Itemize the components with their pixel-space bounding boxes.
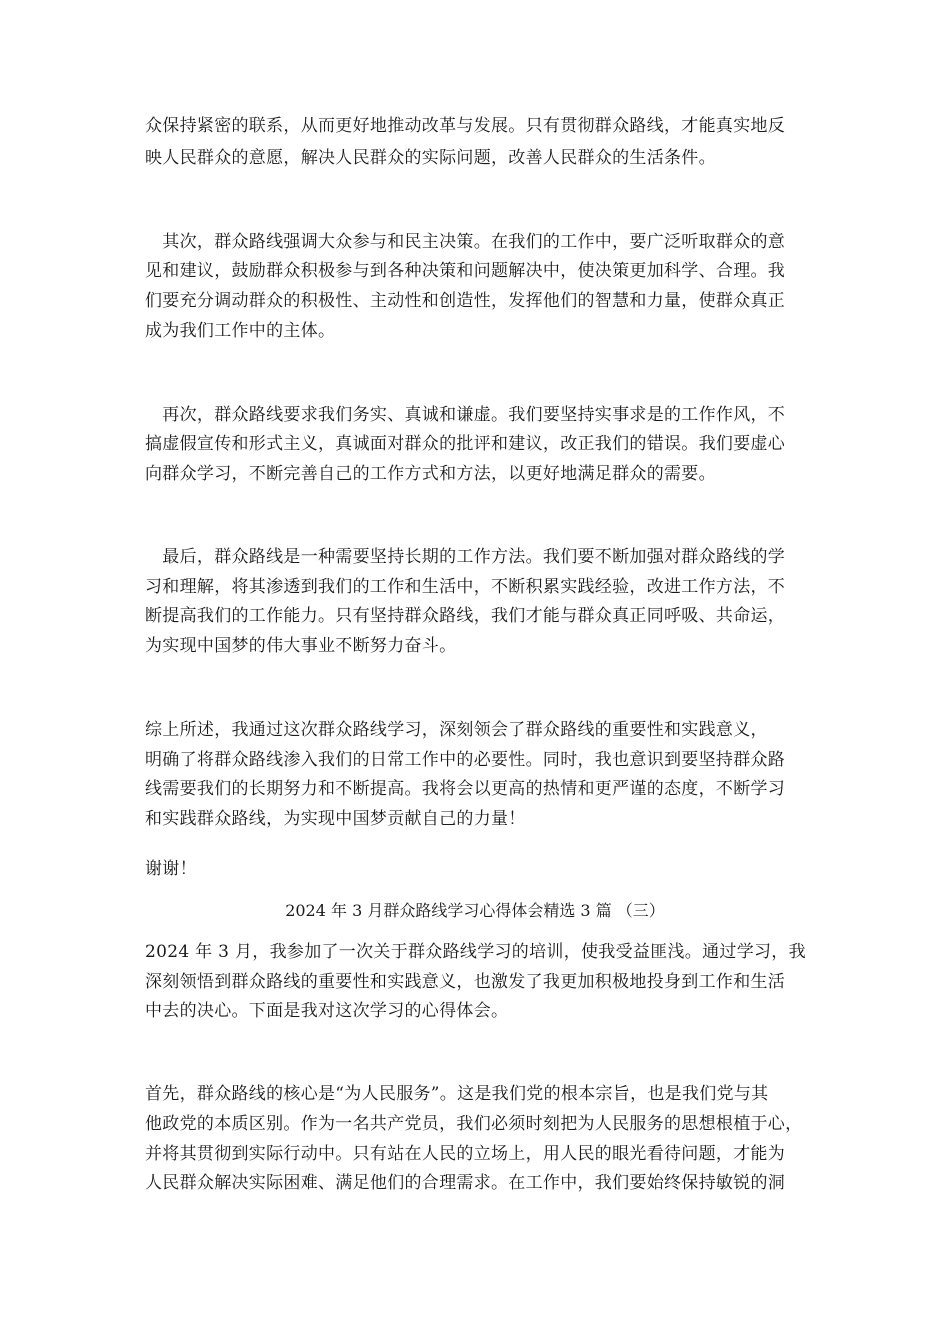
text-line: 2024 年 3 月，我参加了一次关于群众路线学习的培训，使我受益匪浅。通过学习，我: [145, 942, 806, 962]
text-line: 为实现中国梦的伟大事业不断努力奋斗。: [145, 636, 457, 656]
text-line: 中去的决心。下面是我对这次学习的心得体会。: [145, 1001, 509, 1021]
text-line: 成为我们工作中的主体。: [145, 321, 336, 341]
text-line: 众保持紧密的联系，从而更好地推动改革与发展。只有贯彻群众路线，才能真实地反: [145, 116, 786, 136]
section-title: 2024 年 3 月群众路线学习心得体会精选 3 篇 （三）: [285, 901, 665, 920]
text-line: 综上所述，我通过这次群众路线学习，深刻领会了群众路线的重要性和实践意义，: [145, 720, 768, 740]
text-line: 搞虚假宣传和形式主义，真诚面对群众的批评和建议，改正我们的错误。我们要虚心: [145, 434, 786, 454]
text-line: 和实践群众路线，为实现中国梦贡献自己的力量！: [145, 809, 526, 829]
text-line: 深刻领悟到群众路线的重要性和实践意义，也激发了我更加积极地投身到工作和生活: [145, 972, 786, 992]
text-line: 们要充分调动群众的积极性、主动性和创造性，发挥他们的智慧和力量，使群众真正: [145, 291, 786, 311]
text-line: 映人民群众的意愿，解决人民群众的实际问题，改善人民群众的生活条件。: [145, 148, 716, 168]
text-line: 断提高我们的工作能力。只有坚持群众路线，我们才能与群众真正同呼吸、共命运，: [145, 606, 786, 626]
text-line: 习和理解，将其渗透到我们的工作和生活中，不断积累实践经验，改进工作方法，不: [145, 577, 786, 597]
thanks-line: 谢谢！: [145, 859, 197, 879]
text-line: 人民群众解决实际困难、满足他们的合理需求。在工作中，我们要始终保持敏锐的洞: [145, 1173, 786, 1193]
text-line: 最后，群众路线是一种需要坚持长期的工作方法。我们要不断加强对群众路线的学: [145, 547, 786, 567]
text-line: 见和建议，鼓励群众积极参与到各种决策和问题解决中，使决策更加科学、合理。我: [145, 261, 786, 281]
text-line: 并将其贯彻到实际行动中。只有站在人民的立场上，用人民的眼光看待问题，才能为: [145, 1144, 786, 1164]
text-line: 向群众学习，不断完善自己的工作方式和方法，以更好地满足群众的需要。: [145, 464, 716, 484]
text-line: 他政党的本质区别。作为一名共产党员，我们必须时刻把为人民服务的思想根植于心，: [145, 1114, 803, 1134]
text-line: 明确了将群众路线渗入我们的日常工作中的必要性。同时，我也意识到要坚持群众路: [145, 750, 786, 770]
text-line: 其次，群众路线强调大众参与和民主决策。在我们的工作中，要广泛听取群众的意: [145, 232, 786, 252]
text-line: 线需要我们的长期努力和不断提高。我将会以更高的热情和更严谨的态度，不断学习: [145, 779, 786, 799]
text-line: 再次，群众路线要求我们务实、真诚和谦虚。我们要坚持实事求是的工作作风，不: [145, 405, 786, 425]
text-line: 首先，群众路线的核心是“为人民服务”。这是我们党的根本宗旨，也是我们党与其: [145, 1084, 769, 1104]
